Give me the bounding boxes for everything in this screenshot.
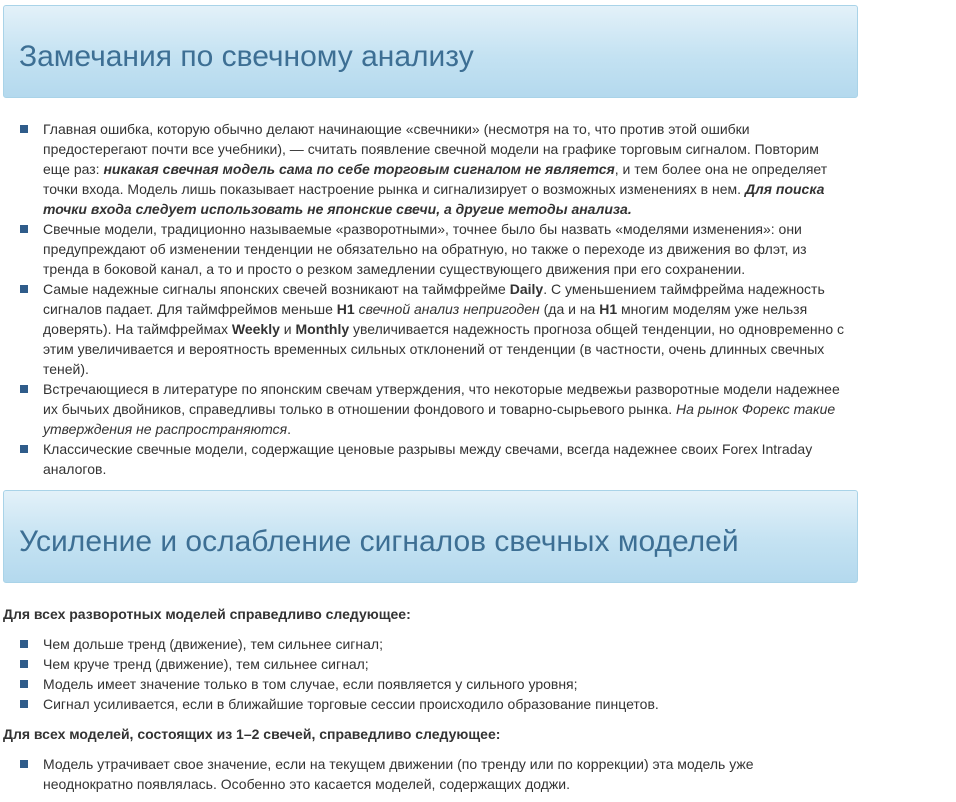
list-item: Модель утрачивает свое значение, если на текущем движении (по тренду или по коррекции) эта модель уже неоднократно появлялась. Особенно это касается моделей, содержащих доджи. (0, 754, 845, 794)
emphasis-text: На рынок Форекс такие утверждения не распространяются (43, 401, 836, 437)
list-item: Чем круче тренд (движение), тем сильнее сигнал; (0, 654, 845, 674)
section-title: Усиление и ослабление сигналов свечных моделей (19, 525, 739, 558)
square-bullet-icon (20, 285, 28, 293)
list-item (0, 119, 845, 219)
reversal-conditions-list (0, 634, 845, 714)
text-fragment: . (287, 421, 291, 437)
list-item (0, 379, 845, 439)
text-fragment: Классические свечные модели, содержащие ценовые разрывы между свечами, всегда надежнее своих Forex Intraday аналогов. (43, 441, 813, 477)
list-item: Чем дольше тренд (движение), тем сильнее сигнал; (0, 634, 845, 654)
list-item: Модель имеет значение только в том случае, если появляется у сильного уровня; (0, 674, 845, 694)
emphasis-text: Weekly (231, 321, 280, 337)
text-fragment: Свечные модели, традиционно называемые «разворотными», точнее было бы назвать «моделями изменения»: они предупреждают об изменении тенденции не обязательно на обратную, но также о переходе из движения во флэт, из тренда в боковой канал, а то и просто о резком замедлении существующего движения при его сохранении. (43, 221, 807, 277)
text-fragment: увеличивается надежность прогноза общей тенденции, но одновременно с этим увеличивается и вероятность временных сильных отклонений от тенденции (в частности, очень длинных свечных теней). (43, 321, 845, 377)
square-bullet-icon (20, 660, 28, 668)
square-bullet-icon (20, 680, 28, 688)
emphasis-text: Daily (509, 281, 544, 297)
emphasis-text: H1 (336, 301, 355, 317)
square-bullet-icon (20, 760, 28, 768)
text-fragment: (да и на (539, 301, 600, 317)
text-fragment: . С уменьшением таймфрейма надежность сигналов падает. Для таймфреймов меньше (43, 281, 825, 317)
emphasis-text: Monthly (295, 321, 350, 337)
square-bullet-icon (20, 640, 28, 648)
text-fragment: многим моделям уже нельзя доверять). На таймфреймах (43, 301, 808, 337)
text-fragment: и (279, 321, 296, 337)
text-fragment: , и тем более она не определяет точки входа. Модель лишь показывает настроение рынка и сигнализирует о возможных изменениях в нем. (43, 161, 828, 197)
section-header-signal-strength (3, 490, 858, 583)
list-item (0, 439, 845, 479)
text-fragment: Главная ошибка, которую обычно делают начинающие «свечники» (несмотря на то, что против этой ошибки предостерегают почти все учебники), — считать появление свечной модели на графике торговым сигналом. Повторим еще раз: (43, 121, 819, 177)
square-bullet-icon (20, 385, 28, 393)
notes-list (0, 119, 845, 479)
section-header-candle-analysis-notes (3, 5, 858, 98)
small-model-conditions-list (0, 754, 845, 794)
square-bullet-icon (20, 445, 28, 453)
text-fragment: Самые надежные сигналы японских свечей возникают на таймфрейме (43, 281, 510, 297)
emphasis-text: Для поиска точки входа следует использовать не японские свечи, а другие методы анализа. (43, 181, 825, 217)
list-item: Сигнал усиливается, если в ближайшие торговые сессии происходило образование пинцетов. (0, 694, 845, 714)
list-item (0, 279, 845, 379)
list-item (0, 219, 845, 279)
emphasis-text: никакая свечная модель сама по себе торговым сигналом не является (103, 161, 615, 177)
text-fragment: Встречающиеся в литературе по японским свечам утверждения, что некоторые медвежьи разворотные модели надежнее их бычьих двойников, справедливы только в отношении фондового и товарно-сырьевого рынка. (43, 381, 840, 417)
square-bullet-icon (20, 700, 28, 708)
lead-reversal-models: Для всех разворотных моделей справедливо следующее: (3, 606, 411, 622)
emphasis-text: свечной анализ непригоден (358, 301, 540, 317)
lead-small-models: Для всех моделей, состоящих из 1–2 свечей, справедливо следующее: (3, 726, 501, 742)
section-title: Замечания по свечному анализу (19, 40, 474, 73)
square-bullet-icon (20, 225, 28, 233)
square-bullet-icon (20, 125, 28, 133)
emphasis-text: H1 (599, 301, 618, 317)
